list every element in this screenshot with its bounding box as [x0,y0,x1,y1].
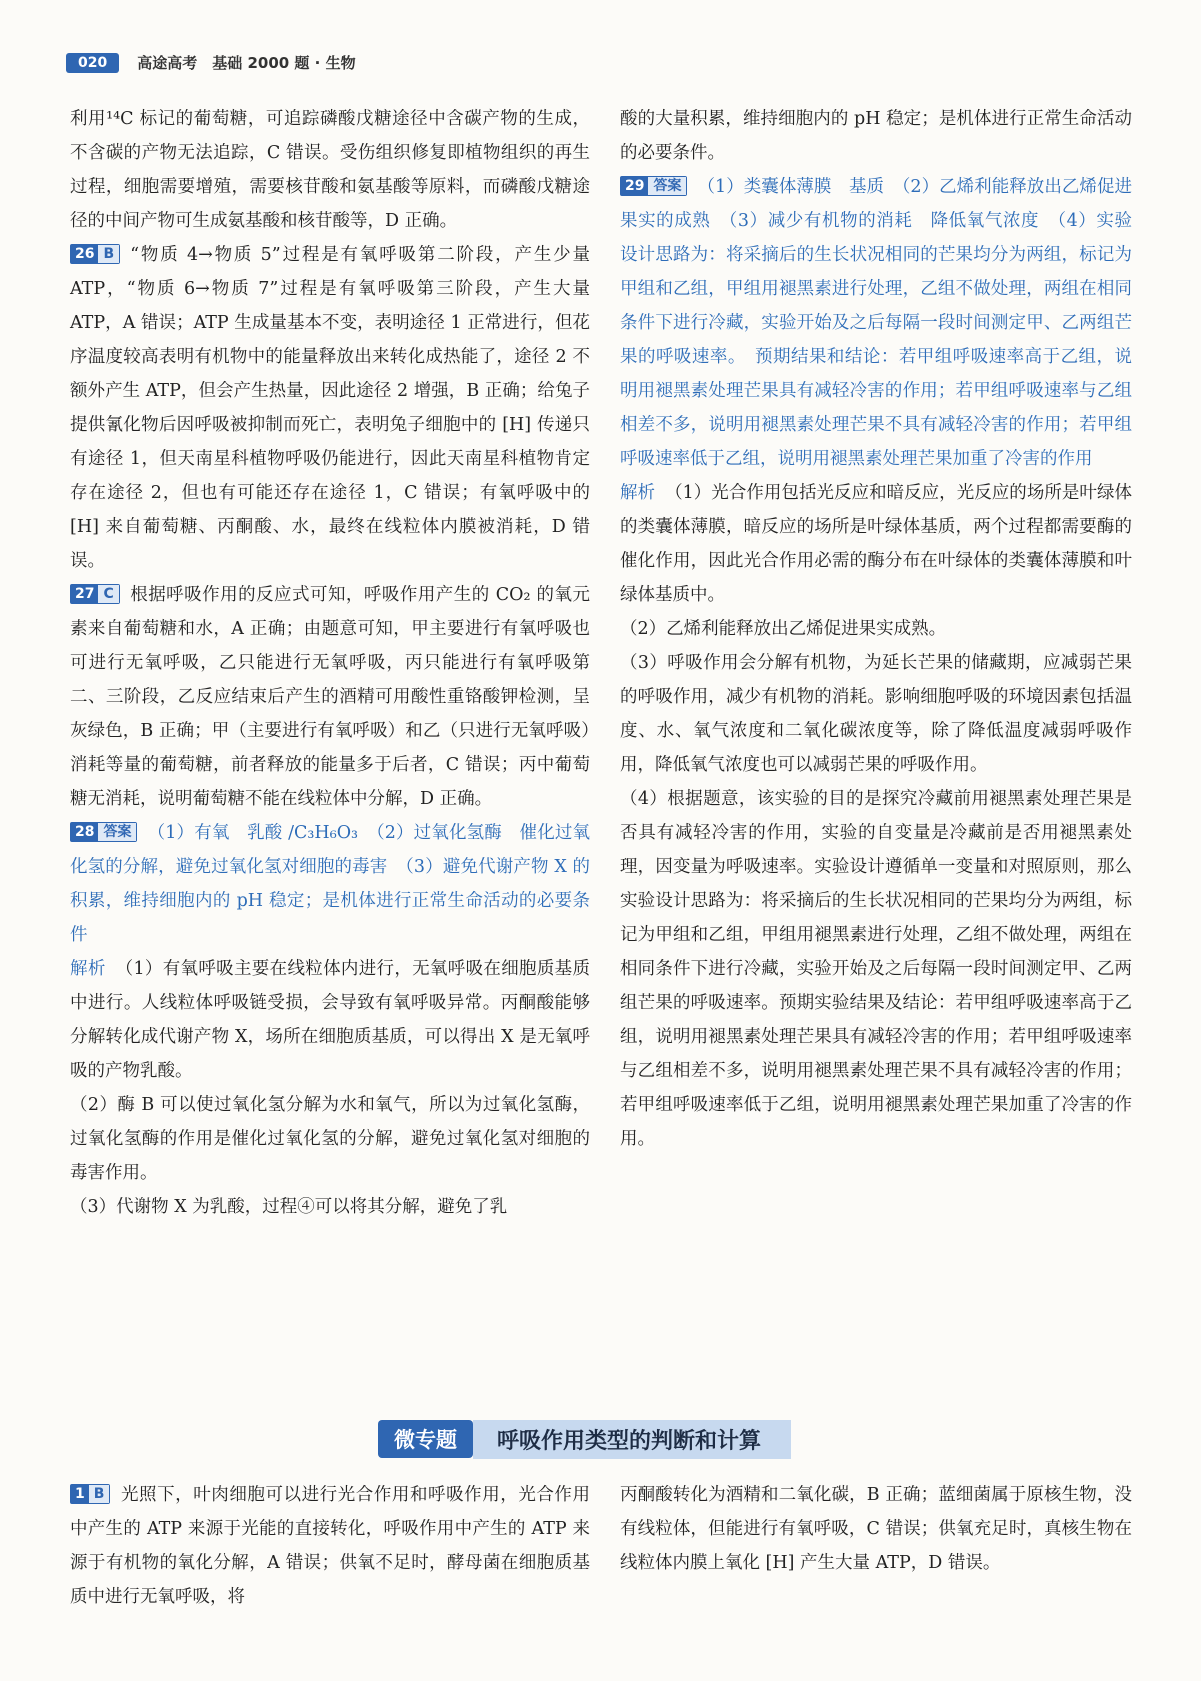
section-tag: 微专题 [378,1420,473,1458]
right-column [620,102,1132,1156]
question-27: 27 C 根据呼吸作用的反应式可知，呼吸作用产生的 CO₂ 的氧元素来自葡萄糖和水，A 正确；由题意可知，甲主要进行有氧呼吸也可进行无氧呼吸，乙只能进行无氧呼吸，丙只能进行有氧呼吸第二、三阶段，乙反应结束后产生的酒精可用酸性重铬酸钾检测，呈灰绿色，B 正确；甲（主要进行有氧呼吸）和乙（只进行无氧呼吸）消耗等量的葡萄糖，前者释放的能量多于后者，C 错误；丙中葡萄糖无消耗，说明葡萄糖不能在线粒体中分解，D 正确。 [70,585,590,809]
analysis-label: 解析 [620,483,656,503]
question-badge: 27 C [70,584,120,604]
paragraph: 利用¹⁴C 标记的葡萄糖，可追踪磷酸戊糖途径中含碳产物的生成，不含碳的产物无法追踪，C 错误。受伤组织修复即植物组织的再生过程，细胞需要增殖，需要核苷酸和氨基酸等原料，而磷酸戊糖途径的中间产物可生成氨基酸和核苷酸等，D 正确。 [70,109,590,231]
question-badge: 26 B [70,244,120,264]
paragraph: 酸的大量积累，维持细胞内的 pH 稳定；是机体进行正常生命活动的必要条件。 [620,109,1132,163]
paragraph: （2）乙烯利能释放出乙烯促进果实成熟。 [620,619,947,639]
section-title: 呼吸作用类型的判断和计算 [473,1420,791,1459]
left-column [70,102,590,1224]
bottom-right-column [620,1478,1132,1580]
analysis-label: 解析 [70,959,106,979]
paragraph: （3）代谢物 X 为乳酸，过程④可以将其分解，避免了乳 [70,1197,508,1217]
section-header [378,1420,791,1458]
paragraph: （4）根据题意，该实验的目的是探究冷藏前用褪黑素处理芒果是否具有减轻冷害的作用，实验的自变量是冷藏前是否用褪黑素处理，因变量为呼吸速率。实验设计遵循单一变量和对照原则，那么实验设计思路为：将采摘后的生长状况相同的芒果均分为两组，标记为甲组和乙组，甲组用褪黑素进行处理，乙组不做处理，两组在相同条件下进行冷藏，实验开始及之后每隔一段时间测定甲、乙两组芒果的呼吸速率。预期实验结果及结论：若甲组呼吸速率高于乙组，说明用褪黑素处理芒果具有减轻冷害的作用；若甲组呼吸速率与乙组相差不多，说明用褪黑素处理芒果不具有减轻冷害的作用；若甲组呼吸速率低于乙组，说明用褪黑素处理芒果加重了冷害的作用。 [620,789,1132,1149]
question-29-analysis: 解析 （1）光合作用包括光反应和暗反应，光反应的场所是叶绿体的类囊体薄膜，暗反应的场所是叶绿体基质，两个过程都需要酶的催化作用，因此光合作用必需的酶分布在叶绿体的类囊体薄膜和叶绿体基质中。 [620,483,1132,605]
question-badge: 1 B [70,1484,110,1504]
paragraph: （2）酶 B 可以使过氧化氢分解为水和氧气，所以为过氧化氢酶，过氧化氢酶的作用是催化过氧化氢的分解，避免过氧化氢对细胞的毒害作用。 [70,1095,590,1183]
question-badge: 28 答案 [70,822,137,842]
question-28-analysis: 解析 （1）有氧呼吸主要在线粒体内进行，无氧呼吸在细胞质基质中进行。人线粒体呼吸链受损，会导致有氧呼吸异常。丙酮酸能够分解转化成代谢产物 X，场所在细胞质基质，可以得出 X 是无氧呼吸的产物乳酸。 [70,959,590,1081]
bottom-left-column [70,1478,590,1614]
question-26: 26 B “物质 4→物质 5”过程是有氧呼吸第二阶段，产生少量 ATP，“物质 6→物质 7”过程是有氧呼吸第三阶段，产生大量 ATP，A 错误；ATP 生成量基本不变，表明途径 1 正常进行，但花序温度较高表明有机物中的能量释放出来转化成热能了，途径 2 不额外产生 ATP，但会产生热量，因此途径 2 增强，B 正确；给兔子提供氰化物后因呼吸被抑制而死亡，表明兔子细胞中的 [H] 传递只有途径 1，但天南星科植物呼吸仍能进行，因此天南星科植物肯定存在途径 2，但也有可能还存在途径 1，C 错误；有氧呼吸中的 [H] 来自葡萄糖、丙酮酸、水，最终在线粒体内膜被消耗，D 错误。 [70,245,590,571]
paragraph: （3）呼吸作用会分解有机物，为延长芒果的储藏期，应减弱芒果的呼吸作用，减少有机物的消耗。影响细胞呼吸的环境因素包括温度、水、氧气浓度和二氧化碳浓度等，除了降低温度减弱呼吸作用，降低氧气浓度也可以减弱芒果的呼吸作用。 [620,653,1132,775]
book-title: 高途高考 基础 2000 题 · 生物 [137,54,356,72]
page-number: 020 [66,53,119,73]
question-29-answer: 29 答案 （1）类囊体薄膜 基质 （2）乙烯利能释放出乙烯促进果实的成熟 （3）减少有机物的消耗 降低氧气浓度 （4）实验设计思路为：将采摘后的生长状况相同的芒果均分为两组，标记为甲组和乙组，甲组用褪黑素进行处理，乙组不做处理，两组在相同条件下进行冷藏，实验开始及之后每隔一段时间测定甲、乙两组芒果的呼吸速率。 预期结果和结论：若甲组呼吸速率高于乙组，说明用褪黑素处理芒果具有减轻冷害的作用；若甲组呼吸速率与乙组相差不多，说明用褪黑素处理芒果不具有减轻冷害的作用；若甲组呼吸速率低于乙组，说明用褪黑素处理芒果加重了冷害的作用 [620,177,1132,469]
paragraph: 丙酮酸转化为酒精和二氧化碳，B 正确；蓝细菌属于原核生物，没有线粒体，但能进行有氧呼吸，C 错误；供氧充足时，真核生物在线粒体内膜上氧化 [H] 产生大量 ATP，D 错误。 [620,1485,1132,1573]
page-header [66,52,356,73]
question-1: 1 B 光照下，叶肉细胞可以进行光合作用和呼吸作用，光合作用中产生的 ATP 来源于光能的直接转化，呼吸作用中产生的 ATP 来源于有机物的氧化分解，A 错误；供氧不足时，酵母菌在细胞质基质中进行无氧呼吸，将 [70,1485,590,1607]
question-badge: 29 答案 [620,176,687,196]
question-28-answer: 28 答案 （1）有氧 乳酸 /C₃H₆O₃ （2）过氧化氢酶 催化过氧化氢的分解，避免过氧化氢对细胞的毒害 （3）避免代谢产物 X 的积累，维持细胞内的 pH 稳定；是机体进行正常生命活动的必要条件 [70,823,590,945]
